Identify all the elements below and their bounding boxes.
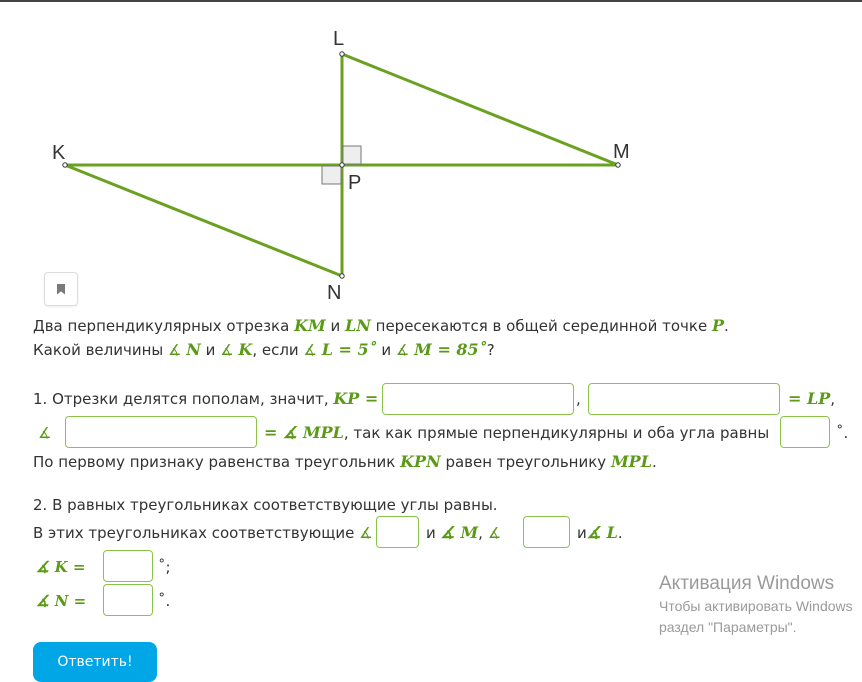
math-angle-MPL: = ∡ MPL [264, 423, 344, 442]
submit-answer-button[interactable]: Ответить! [33, 642, 157, 682]
step1-line2-text [264, 421, 769, 445]
angle-icon: ∡ [168, 341, 182, 359]
step1-text: 1. Отрезки делятся пополам, значит, [33, 390, 334, 408]
problem-line-2 [33, 338, 495, 362]
point-L [340, 52, 344, 56]
step2-text: и [426, 524, 436, 542]
problem-text: и [376, 341, 396, 359]
degree-answer-input[interactable] [780, 416, 830, 448]
step1-text: равен треугольнику [440, 453, 611, 471]
angle-answer-input[interactable] [65, 416, 257, 448]
label-L: L [333, 28, 345, 50]
label-N: N [327, 282, 342, 304]
math-KM: KM [294, 316, 326, 335]
bookmark-icon [57, 284, 65, 295]
label-M: M [613, 141, 630, 163]
angle-icon: ∡ [395, 341, 410, 359]
angle-K-input[interactable] [103, 550, 153, 582]
right-angle-marker-top [343, 146, 361, 164]
math-KPN: KPN [400, 452, 441, 471]
math-MPL: MPL [610, 452, 652, 471]
problem-text: пересекаются в общей серединной точке [370, 317, 712, 335]
comma-text: , [830, 390, 836, 408]
angle-icon: ∡ [38, 424, 52, 442]
math-KP-eq: KP = [333, 389, 379, 408]
label-P: P [348, 172, 362, 194]
angle-icon: ∡ [359, 524, 373, 542]
segment-LM [342, 54, 618, 165]
math-L-value: L = 5˚ [321, 340, 377, 359]
step2-line2-end [577, 521, 623, 545]
step1-line3 [33, 450, 657, 474]
problem-text: . [724, 317, 729, 335]
step1-text: . [651, 453, 657, 471]
angle-N-input[interactable] [103, 584, 153, 616]
watermark-line-2: раздел "Параметры". [659, 619, 797, 635]
point-M [616, 163, 620, 167]
problem-text: Два перпендикулярных отрезка [33, 317, 295, 335]
label-K: K [52, 142, 66, 164]
step1-text: , так как прямые перпендикулярны и оба угла равны [343, 424, 770, 442]
step2-line1: 2. В равных треугольниках соответствующие углы равны. [33, 496, 498, 514]
watermark-line-1: Чтобы активировать Windows [659, 598, 853, 614]
math-M-value: M = 85˚ [414, 340, 487, 359]
math-LP [788, 387, 835, 411]
angle-K-suffix: ˚; [158, 558, 171, 576]
step2-line2-mid [426, 521, 501, 545]
angle-K-label: ∡ K = [36, 558, 86, 576]
math-angle-M: ∡ M [440, 523, 479, 542]
math-LN: LN [345, 316, 371, 335]
step2-text: и [577, 524, 587, 542]
segment-KN [65, 165, 342, 276]
segment-answer-input[interactable] [588, 383, 780, 415]
angle-icon: ∡ [220, 341, 234, 359]
step1-line1-text [33, 387, 378, 411]
kp-answer-input[interactable] [382, 383, 574, 415]
geometry-figure [0, 0, 862, 310]
problem-text: ? [486, 341, 495, 359]
comma-text: , [478, 524, 483, 542]
problem-line-1 [33, 314, 729, 338]
degree-suffix: ˚. [836, 424, 849, 442]
math-eq-LP: = LP [788, 389, 831, 408]
point-P [340, 163, 344, 167]
angle-N-label: ∡ N = [36, 592, 87, 610]
math-angle-L: ∡ L [586, 523, 618, 542]
math-N: N [186, 340, 201, 359]
problem-text: , если [252, 341, 304, 359]
step1-text: По первому признаку равенства треугольник [33, 453, 401, 471]
bookmark-button[interactable] [44, 272, 78, 306]
step2-text: В этих треугольниках соответствующие [33, 524, 355, 542]
problem-text: и [200, 341, 221, 359]
corresponding-angle-input-2[interactable] [523, 516, 570, 548]
period-text: . [617, 524, 623, 542]
right-angle-marker-bottom [322, 166, 341, 184]
problem-text: и [325, 317, 345, 335]
point-N [340, 274, 344, 278]
math-K: K [238, 340, 253, 359]
angle-icon: ∡ [303, 341, 317, 359]
step2-line2-text [33, 521, 373, 545]
angle-N-suffix: ˚. [158, 592, 171, 610]
problem-text: Какой величины [33, 341, 169, 359]
watermark-title: Активация Windows [659, 573, 835, 594]
corresponding-angle-input-1[interactable] [376, 516, 419, 548]
angle-icon: ∡ [487, 524, 502, 542]
math-P: P [711, 316, 724, 335]
comma-text: , [576, 390, 581, 408]
windows-activation-watermark [659, 572, 853, 638]
